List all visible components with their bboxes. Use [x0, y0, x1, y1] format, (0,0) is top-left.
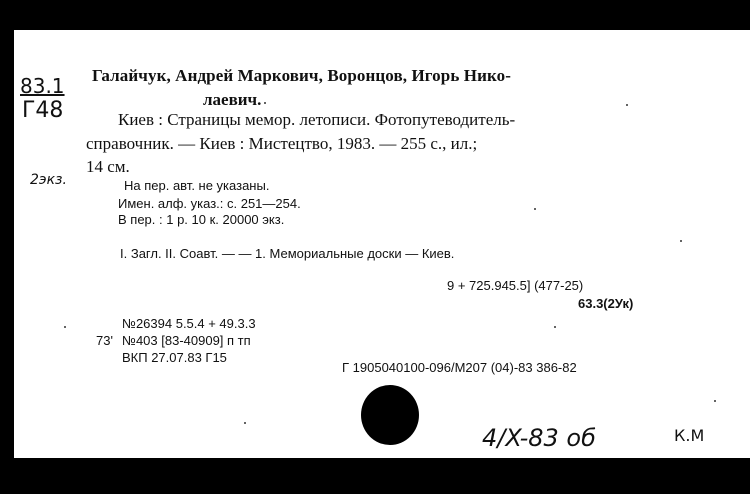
registration-2-prefix: 73' — [96, 333, 113, 348]
speck — [680, 240, 682, 242]
punch-hole — [361, 385, 419, 445]
handwritten-initials: К.М — [674, 426, 705, 445]
speck — [554, 326, 556, 328]
index-code: Г 1905040100-096/М207 (04)-83 386-82 — [342, 360, 577, 375]
note-2: Имен. алф. указ.: с. 251—254. — [118, 196, 301, 211]
note-1: На пер. авт. не указаны. — [124, 178, 270, 193]
speck — [714, 400, 716, 402]
catalog-card — [14, 30, 750, 458]
author-line-1: Галайчук, Андрей Маркович, Воронцов, Игорь Нико- — [92, 66, 512, 85]
speck — [626, 104, 628, 106]
registration-2: №403 [83-40909] п тп — [122, 333, 251, 348]
classification-2: 63.3(2Ук) — [578, 296, 634, 311]
author-line-2: лаевич. — [203, 90, 262, 109]
speck — [534, 208, 536, 210]
note-3: В пер. : 1 р. 10 к. 20000 экз. — [118, 212, 285, 227]
tracings: I. Загл. II. Соавт. — — 1. Мемориальные доски — Киев. — [120, 246, 455, 261]
shelfmark-line-2: Г48 — [22, 98, 64, 123]
registration-1: №26394 5.5.4 + 49.3.3 — [122, 316, 256, 331]
shelfmark-line-1: 83.1 — [20, 74, 65, 98]
copies-note: 2экз. — [30, 172, 67, 188]
speck — [244, 422, 246, 424]
title-line-1: Киев : Страницы мемор. летописи. Фотопутеводитель- — [118, 110, 516, 129]
title-line-2: справочник. — Киев : Мистецтво, 1983. — 255 с., ил.; — [86, 134, 478, 153]
title-line-3: 14 см. — [86, 157, 130, 176]
classification-1: 9 + 725.945.5] (477-25) — [447, 278, 584, 293]
speck — [264, 102, 266, 104]
speck — [64, 326, 66, 328]
registration-3: ВКП 27.07.83 Г15 — [122, 350, 227, 365]
handwritten-date: 4/X-83 об — [482, 424, 596, 452]
